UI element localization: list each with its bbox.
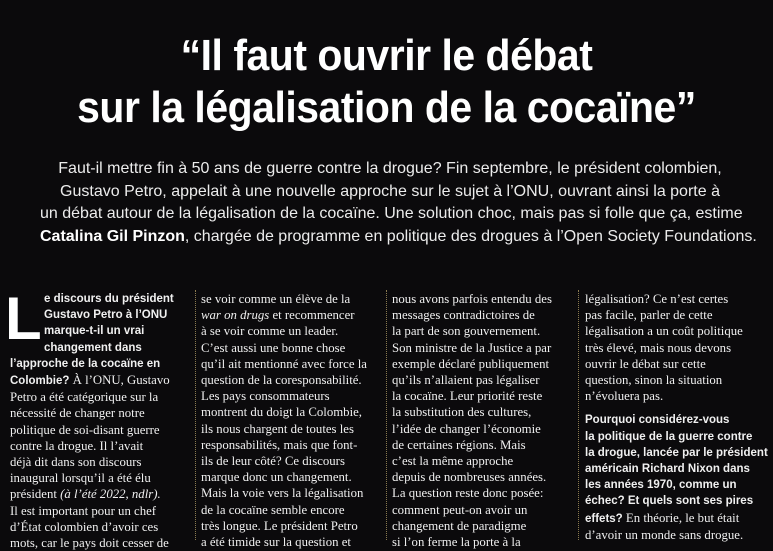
answer-text: En théorie, le but était	[625, 510, 740, 525]
question-line: e discours du président	[44, 293, 174, 305]
text-column-4	[585, 291, 768, 543]
text-line: se voir comme un élève de la	[201, 292, 351, 306]
text-line: très élevé, mais nous devons	[585, 340, 732, 355]
column-divider	[578, 290, 579, 540]
headline-line: sur la légalisation de la cocaïne”	[77, 83, 696, 132]
question-line: américain Richard Nixon dans	[585, 463, 750, 476]
text-line: c’est la même approche	[392, 454, 514, 469]
answer-text: et recommencer	[272, 308, 355, 323]
question-line: la drogue, lancée par le président	[585, 446, 768, 459]
text-line: contre la drogue. Il l’avait	[10, 438, 144, 453]
text-line: l’idée de changer l’économie	[392, 421, 541, 436]
text-line: question, sinon la situation	[585, 373, 723, 388]
answer-text: À l’ONU, Gustavo	[72, 373, 170, 388]
text-column-2	[201, 291, 373, 550]
text-line: responsabilités, mais que font-	[201, 437, 358, 452]
headline-line: “Il faut ouvrir le débat	[180, 31, 593, 80]
intro-line: un débat autour de la légalisation de la cocaïne. Une solution choc, mais pas si folle que ça, estime	[40, 205, 743, 222]
intro-paragraph	[40, 158, 757, 248]
text-line: marque donc un changement.	[201, 470, 352, 485]
text-line: nous avons parfois entendu des	[392, 292, 552, 306]
text-line: messages contradictoires de	[392, 308, 535, 323]
drop-cap: L	[5, 285, 42, 352]
answer-text: président	[10, 487, 57, 502]
text-line: légalisation a un coût politique	[585, 324, 743, 339]
question-line: marque-t-il un vrai	[44, 325, 145, 338]
text-line: à se voir comme un leader.	[201, 324, 339, 339]
text-line: depuis de nombreuses années.	[392, 470, 547, 485]
question-line: effets?	[585, 512, 623, 525]
text-line: qu’il ait mentionné avec force la	[201, 356, 367, 371]
foreign-term: war on drugs	[201, 308, 270, 323]
text-line: La question reste donc posée:	[392, 486, 544, 501]
text-line: C’est aussi une bonne chose	[201, 340, 346, 355]
editor-note: (à l’été 2022, ndlr).	[60, 487, 161, 502]
text-line: déjà dit dans son discours	[10, 455, 142, 470]
question-line: Colombie?	[10, 375, 70, 388]
text-line: ils de leur côté? Ce discours	[201, 454, 345, 469]
text-line: n’évoluera pas.	[585, 389, 664, 404]
text-line: ils nous chargent de toutes les	[201, 421, 354, 436]
text-line: ouvrir le débat sur cette	[585, 356, 706, 371]
text-line: de la cocaïne semble encore	[201, 502, 345, 517]
text-line: si l’on ferme la porte à la	[392, 535, 521, 550]
text-line: d’avoir un monde sans drogue.	[585, 527, 744, 542]
text-line: question de la coresponsabilité.	[201, 373, 362, 388]
text-line: Mais la voie vers la légalisation	[201, 486, 364, 501]
text-line: légalisation? Ce n’est certes	[585, 292, 729, 306]
text-line: a été timide sur la question et	[201, 535, 351, 550]
text-line: Petro a été catégorique sur la	[10, 390, 159, 405]
text-line: mots, car le pays doit cesser de	[10, 536, 169, 551]
text-line: d’État colombien d’avoir ces	[10, 519, 159, 534]
column-divider	[195, 290, 196, 540]
question-line: les années 1970, comme un	[585, 479, 737, 492]
text-line: politique de soi-disant guerre	[10, 422, 160, 437]
question-line: Gustavo Petro à l’ONU	[44, 309, 168, 322]
question-line: l’approche de la cocaïne en	[10, 357, 161, 370]
intro-line-rest: , chargée de programme en politique des drogues à l’Open Society Foundations.	[184, 227, 757, 245]
text-line: exemple déclaré publiquement	[392, 356, 550, 371]
text-line: Les pays consommateurs	[201, 389, 330, 404]
text-line: très longue. Le président Petro	[201, 518, 358, 533]
text-line	[585, 510, 757, 527]
question-line: échec? Et quels sont ses pires	[585, 495, 754, 508]
question-line: la politique de la guerre contre	[585, 430, 753, 443]
text-line: la part de son gouvernement.	[392, 324, 541, 339]
text-line: pas facile, parler de cette	[585, 308, 713, 323]
text-line: qu’ils n’allaient pas légaliser	[392, 373, 540, 388]
text-line: montrent du doigt la Colombie,	[201, 405, 363, 420]
intro-line	[40, 226, 757, 249]
intro-line: Gustavo Petro, appelait à une nouvelle approche sur le sujet à l’ONU, ouvrant ainsi la porte à	[60, 182, 720, 200]
text-line: la substitution des cultures,	[392, 405, 532, 420]
text-line: changement de paradigme	[392, 518, 527, 533]
interviewee-name: Catalina Gil Pinzon	[40, 227, 185, 245]
intro-line: Faut-il mettre fin à 50 ans de guerre contre la drogue? Fin septembre, le président colombien,	[58, 160, 722, 177]
text-column-3	[392, 291, 564, 550]
headline	[27, 30, 746, 134]
text-line: Son ministre de la Justice a par	[392, 340, 552, 355]
text-line	[10, 486, 182, 502]
text-line	[201, 307, 373, 323]
paragraph-spacer	[585, 404, 757, 412]
text-column-1	[10, 291, 182, 551]
question-line: Pourquoi considérez-vous	[585, 414, 730, 427]
column-divider	[386, 290, 387, 540]
text-line: nécessité de changer notre	[10, 406, 145, 421]
text-line: inaugural lorsqu’il a été élu	[10, 471, 151, 486]
text-line: de certaines régions. Mais	[392, 437, 526, 452]
text-line: la cocaïne. Leur priorité reste	[392, 389, 543, 404]
text-line: comment peut-on avoir un	[392, 502, 528, 517]
text-line	[10, 372, 182, 389]
text-line: Il est important pour un chef	[10, 503, 157, 518]
question-line: changement dans	[44, 341, 142, 354]
